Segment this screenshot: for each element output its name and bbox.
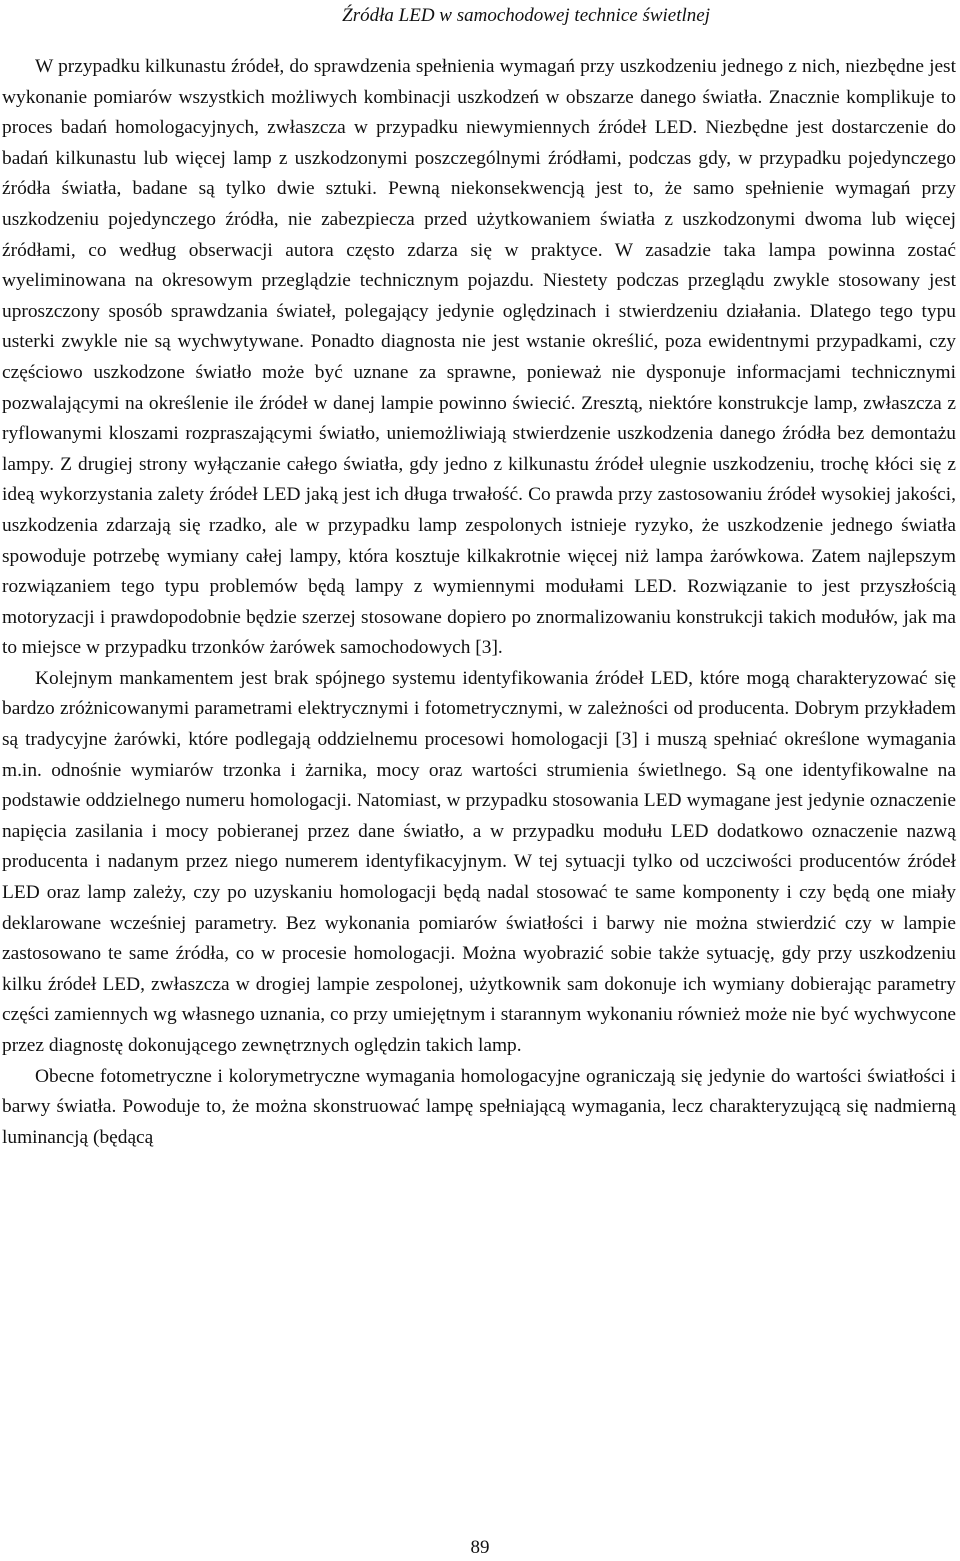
paragraph: Obecne fotometryczne i kolorymetryczne wymagania homologacyjne ograniczają się jedynie do wartości światłości i barwy światła. Powoduje to, że można skonstruować lampę spełniającą wymagania, lecz charakteryzującą się nadmierną luminancją (będącą	[2, 1065, 956, 1148]
page-number: 89	[470, 1537, 490, 1558]
running-header: Źródła LED w samochodowej technice świetlnej	[342, 5, 710, 26]
body-text	[2, 52, 956, 1153]
paragraph: Kolejnym mankamentem jest brak spójnego systemu identyfikowania źródeł LED, które mogą charakteryzować się bardzo zróżnicowanymi parametrami elektrycznymi i fotometrycznymi, w zależności od producenta. Dobrym przykładem są tradycyjne żarówki, które podlegają oddzielnemu procesowi homologacji [3] i muszą spełniać określone wymagania m.in. odnośnie wymiarów trzonka i żarnika, mocy oraz wartości strumienia świetlnego. Są one identyfikowalne na podstawie oddzielnego numeru homologacji. Natomiast, w przypadku stosowania LED wymagane jest jedynie oznaczenie napięcia zasilania i mocy pobieranej przez dane światło, a w przypadku modułu LED dodatkowo oznaczenie nazwą producenta i nadanym przez niego numerem identyfikacyjnym. W tej sytuacji tylko od uczciwości producentów źródeł LED oraz lamp zależy, czy po uzyskaniu homologacji będą nadal stosować te same komponenty i czy będą one miały deklarowane wcześniej parametry. Bez wykonania pomiarów światłości i barwy nie można stwierdzić czy w lampie zastosowano te same źródła, co w procesie homologacji. Można wyobrazić sobie także sytuację, gdy przy uszkodzeniu kilku źródeł LED, zwłaszcza w drogiej lampie zespolonej, użytkownik sam dokonuje ich wymiany dobierając parametry części zamiennych wg własnego uznania, co przy umiejętnym i starannym wykonaniu również może nie być wychwycone przez diagnostę dokonującego zewnętrznych oględzin takich lamp.	[2, 667, 956, 1056]
paragraph: W przypadku kilkunastu źródeł, do sprawdzenia spełnienia wymagań przy uszkodzeniu jednego z nich, niezbędne jest wykonanie pomiarów wszystkich możliwych kombinacji uszkodzeń w obszarze danego światła. Znacznie komplikuje to proces badań homologacyjnych, zwłaszcza w przypadku niewymiennych źródeł LED. Niezbędne jest dostarczenie do badań kilkunastu lub więcej lamp z uszkodzonymi poszczególnymi źródłami, podczas gdy, w przypadku pojedynczego źródła światła, badane są tylko dwie sztuki. Pewną niekonsekwencją jest to, że samo spełnienie wymagań przy uszkodzeniu pojedynczego źródła, nie zabezpiecza przed użytkowaniem światła z uszkodzonymi dwoma lub więcej źródłami, co według obserwacji autora często zdarza się w praktyce. W zasadzie taka lampa powinna zostać wyeliminowana na okresowym przeglądzie technicznym pojazdu. Niestety podczas przeglądu zwykle stosowany jest uproszczony sposób sprawdzania świateł, polegający jedynie oględzinach i stwierdzeniu działania. Dlatego tego typu usterki zwykle nie są wychwytywane. Ponadto diagnosta nie jest wstanie określić, poza ewidentnymi przypadkami, czy częściowo uszkodzone światło może być uznane za sprawne, ponieważ nie dysponuje informacjami technicznymi pozwalającymi na określenie ile źródeł w danej lampie powinno świecić. Zresztą, niektóre konstrukcje lamp, zwłaszcza z ryflowanymi kloszami rozpraszającymi światło, uniemożliwiają stwierdzenie uszkodzenia danego źródła bez demontażu lampy. Z drugiej strony wyłączanie całego światła, gdy jedno z kilkunastu źródeł ulegnie uszkodzeniu, trochę kłóci się z ideą wykorzystania zalety źródeł LED jaką jest ich długa trwałość. Co prawda przy zastosowaniu źródeł wysokiej jakości, uszkodzenia zdarzają się rzadko, ale w przypadku lamp zespolonych istnieje ryzyko, że uszkodzenie jednego światła spowoduje potrzebę wymiany całej lampy, która kosztuje kilkakrotnie więcej niż lampa żarówkowa. Zatem najlepszym rozwiązaniem tego typu problemów będą lampy z wymiennymi modułami LED. Rozwiązanie to jest przyszłością motoryzacji i prawdopodobnie będzie szerzej stosowane dopiero po znormalizowaniu konstrukcji takich modułów, jak ma to miejsce w przypadku trzonków żarówek samochodowych [3].	[2, 56, 956, 659]
